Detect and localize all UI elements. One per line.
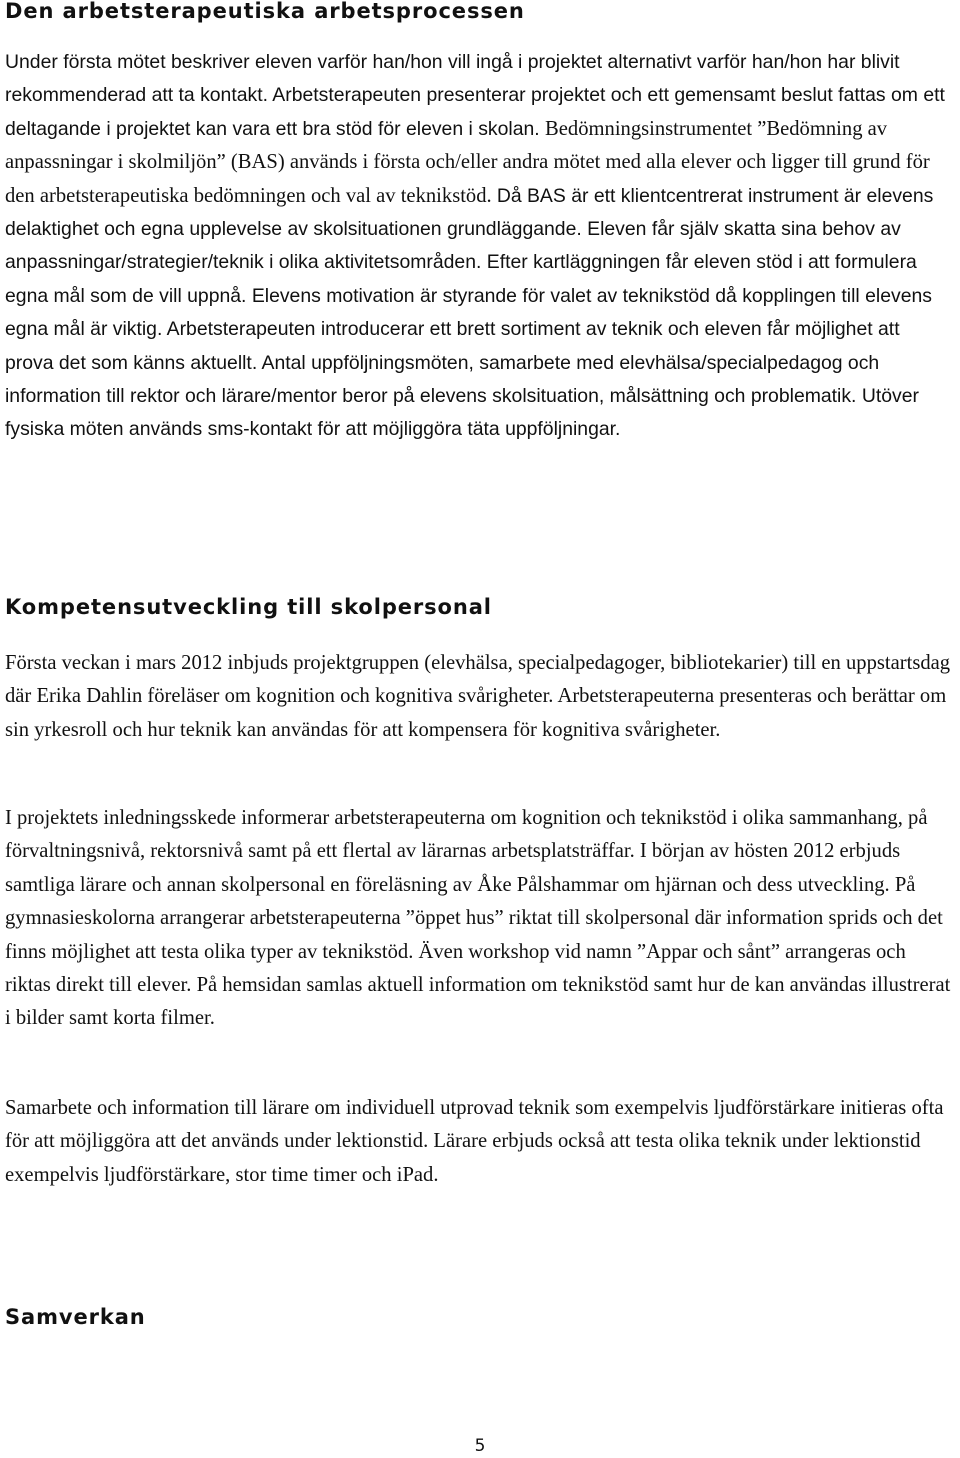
paragraph-inledningsskede: I projektets inledningsskede informerar arbetsterapeuterna om kognition och teknikstöd i olika sammanhang, på förvaltningsnivå, rektorsnivå samt på ett flertal av lärarnas arbetsplatsträffar. I början av hösten 2012 erbjuds samtliga lärare och annan skolpersonal en föreläsning av Åke Pålshammar om hjärnan och dess utveckling. På gymnasieskolorna arrangerar arbetsterapeuterna ”öppet hus” riktat till skolpersonal där information sprids och det finns möjlighet att testa olika typer av teknikstöd. Även workshop vid namn ”Appar och sånt” arrangeras och riktas direkt till elever. På hemsidan samlas aktuell information om teknikstöd samt hur de kan användas illustrerat i bilder samt korta filmer. [5, 807, 951, 1030]
paragraph-text-part: Då BAS är ett klientcentrerat instrument är elevens delaktighet och egna upplevelse av skolsituationen grundläggande. Eleven får själv skatta sina behov av anpassningar/strategier/teknik i olika aktivitetsområden. Efter kartläggningen får eleven stöd i att formulera egna mål som de vill uppnå. Elevens motivation är styrande för valet av teknikstöd då kopplingen till elevens egna mål är viktig. Arbetsterapeuten introducerar ett brett sortiment av teknik och eleven får möjlighet att prova det som känns aktuellt. Antal uppföljningsmöten, samarbete med elevhälsa/specialpedagog och information till rektor och lärare/mentor beror på elevens skolsituation, målsättning och problematik. Utöver fysiska möten används sms-kontakt för att möjliggöra täta uppföljningar. [5, 184, 934, 441]
section-heading-samverkan: Samverkan [5, 1305, 146, 1329]
paragraph-samarbete: Samarbete och information till lärare om individuell utprovad teknik som exempelvis ljudförstärkare initieras ofta för att möjliggöra att det används under lektionstid. Lärare erbjuds också att testa olika teknik under lektionstid exempelvis ljudförstärkare, stor time timer och iPad. [5, 1097, 944, 1186]
section-heading-arbetsprocessen: Den arbetsterapeutiska arbetsprocessen [5, 0, 525, 23]
section-heading-kompetensutveckling: Kompetensutveckling till skolpersonal [5, 595, 492, 619]
paragraph-text-part: Bedömningsinstrumentet ”Bedömning av anpassningar i skolmiljön” (BAS) används i första och/eller andra mötet med alla elever och ligger till grund för den arbetsterapeutiska bedömningen och val av teknikstöd. [5, 117, 930, 207]
paragraph-uppstartsdag: Första veckan i mars 2012 inbjuds projektgruppen (elevhälsa, specialpedagoger, bibliotekarier) till en uppstartsdag där Erika Dahlin föreläser om kognition och kognitiva svårigheter. Arbetsterapeuterna presenteras och berättar om sin yrkesroll och hur teknik kan användas för att kompensera för kognitiva svårigheter. [5, 652, 951, 741]
paragraph-arbetsprocessen [5, 46, 951, 447]
page-number: 5 [474, 1436, 486, 1456]
paragraph-text-part: Under första mötet beskriver eleven varför han/hon vill ingå i projektet alternativt varför han/hon har blivit rekommenderad att ta kontakt. Arbetsterapeuten presenterar projektet och ett gemensamt beslut fattas om ett deltagande i projektet kan vara ett bra stöd för eleven i skolan. [5, 51, 945, 140]
